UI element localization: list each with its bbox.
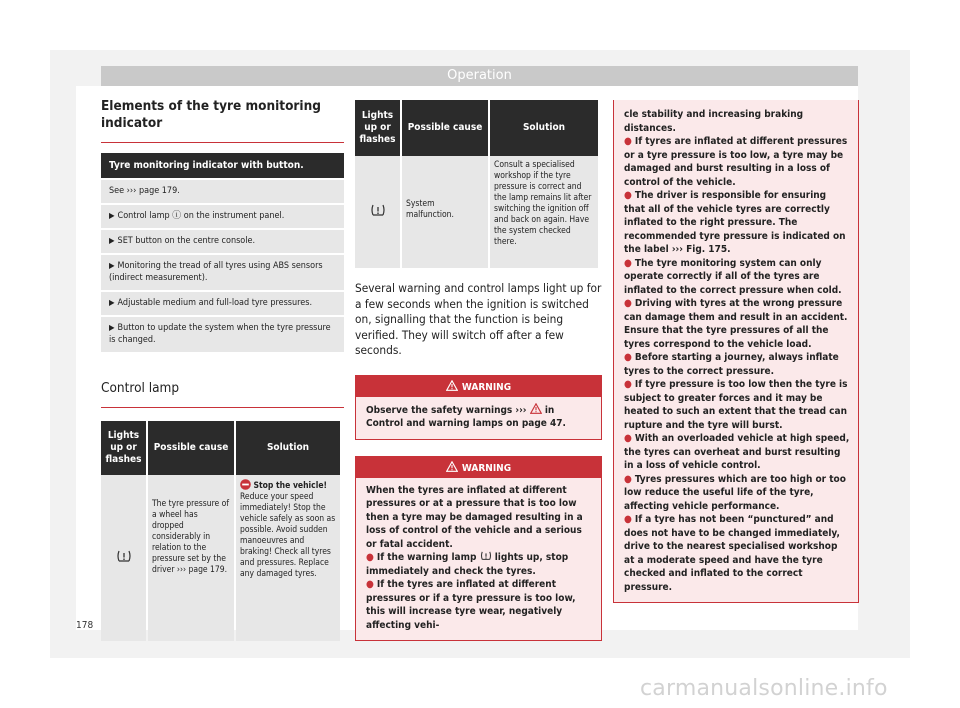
- page-number: 178: [76, 620, 94, 631]
- infobox-item: ▶ Monitoring the tread of all tyres using ABS sensors (indirect measurement).: [101, 253, 344, 290]
- warning-lead: cle stability and increasing braking distances.: [624, 109, 804, 134]
- warning-header: WARNING: [356, 457, 601, 478]
- warning-triangle-icon: [446, 380, 458, 391]
- bullet-dot-icon: ●: [624, 514, 632, 525]
- column-right: [613, 100, 859, 603]
- control-lamp-title: Control lamp: [101, 380, 180, 396]
- solution-cell: [236, 475, 340, 641]
- col-header-solution: Solution: [490, 100, 598, 156]
- warning-body: [614, 100, 858, 602]
- warning-link[interactable]: in Control and warning lamps on page 47.: [366, 404, 566, 429]
- infobox: [101, 153, 344, 352]
- warning-body: [356, 397, 601, 439]
- cause-cell: System malfunction.: [402, 156, 488, 268]
- col-header-cause: Possible cause: [148, 421, 234, 475]
- warning-bullet: ● The tyre monitoring system can only operate correctly if all of the tyres are inflated to the correct pressure when cold.: [624, 257, 842, 296]
- chapter-header: Operation: [101, 66, 858, 86]
- table-row: [355, 156, 598, 268]
- solution-text: Reduce your speed immediately! Stop the vehicle safely as soon as possible. Avoid sudden manoeuvres and braking! Check all tyres and pressures. Replace any damaged tyres.: [240, 492, 336, 579]
- warning-triangle-icon: [446, 461, 458, 472]
- warning-bullet: ● If tyre pressure is too low then the tyre is subject to greater forces and it may be heated to such an extent that the tread can rupture and the tyre will burst.: [624, 379, 848, 431]
- triangle-bullet-icon: ▶: [109, 323, 115, 332]
- control-lamp-table: [99, 421, 342, 641]
- section-divider: [101, 142, 344, 143]
- infobox-item: ▶ Control lamp ⓘ on the instrument panel.: [101, 203, 344, 228]
- bullet-dot-icon: ●: [624, 190, 632, 201]
- col-header-lights: Lights up or flashes: [355, 100, 400, 156]
- triangle-bullet-icon: ▶: [109, 298, 115, 307]
- warning-triangle-icon: [530, 403, 542, 414]
- control-lamp-heading: [101, 380, 344, 408]
- column-left: [101, 98, 344, 641]
- warning-bullet: ● If tyres are inflated at different pressures or a tyre pressure is too low, a tyre may be damaged and burst resulting in a loss of control of the vehicle.: [624, 136, 848, 188]
- warning-bullet: ● With an overloaded vehicle at high speed, the tyres can overheat and burst resulting in a loss of vehicle control.: [624, 433, 850, 471]
- warning-intro: When the tyres are inflated at different pressures or at a pressure that is too low then a tyre may be damaged resulting in a loss of control of the vehicle and a serious or fatal accident.: [366, 484, 583, 550]
- column-middle: [355, 100, 602, 641]
- warning-bullet: ● Driving with tyres at the wrong pressure can damage them and result in an accident. Ensure that the tyre pressures of all the tyres correspond to the vehicle load.: [624, 298, 848, 350]
- bullet-dot-icon: ●: [366, 552, 374, 563]
- control-lamp-table-continued: [353, 100, 600, 268]
- lamp-cell: [101, 475, 146, 641]
- triangle-bullet-icon: ▶: [109, 261, 115, 270]
- warning-body: [356, 478, 601, 641]
- bullet-dot-icon: ●: [624, 352, 632, 363]
- infobox-item: ▶ Button to update the system when the tyre pressure is changed.: [101, 315, 344, 352]
- warning-bullet: ● Tyres pressures which are too high or too low reduce the useful life of the tyre, affecting vehicle performance.: [624, 473, 846, 512]
- col-header-lights: Lights up or flashes: [101, 421, 146, 475]
- bullet-dot-icon: ●: [624, 136, 632, 147]
- bullet-dot-icon: ●: [624, 473, 632, 485]
- warning-box-continued: [613, 100, 859, 603]
- warning-bullet: ● If a tyre has not been “punctured” and does not have to be changed immediately, drive to the nearest specialised workshop at a moderate speed and have the tyre checked and inflated to the correct pressure.: [624, 514, 840, 593]
- infobox-item: ▶ SET button on the centre console.: [101, 228, 344, 253]
- infobox-title: Tyre monitoring indicator with button.: [101, 153, 344, 178]
- section-title: Elements of the tyre monitoring indicator: [101, 98, 321, 131]
- infobox-see-row: [101, 178, 344, 203]
- warning-box: [355, 456, 602, 642]
- stop-icon: [240, 479, 251, 490]
- bullet-dot-icon: ●: [624, 257, 632, 269]
- lamp-cell: [355, 156, 400, 268]
- see-reference-link[interactable]: See ››› page 179.: [109, 186, 180, 196]
- cause-cell: The tyre pressure of a wheel has dropped considerably in relation to the pressure set by the driver ››› page 179.: [148, 475, 234, 641]
- bullet-dot-icon: ●: [366, 579, 374, 590]
- warning-bullet: ● If the tyres are inflated at different pressures or if a tyre pressure is too low, this will increase tyre wear, negatively affecting vehi-: [366, 579, 576, 631]
- watermark: carmanualsonline.info: [640, 676, 888, 701]
- warning-text: Observe the safety warnings ›››: [366, 404, 527, 416]
- warning-bullet: ● If the warning lamp lights up, stop immediately and check the tyres.: [366, 552, 569, 577]
- warning-bullet: ● Before starting a journey, always inflate tyres to the correct pressure.: [624, 352, 839, 377]
- warning-box: [355, 375, 602, 440]
- infobox-item: ▶ Adjustable medium and full-load tyre pressures.: [101, 290, 344, 315]
- table-row: [101, 475, 340, 641]
- bullet-dot-icon: ●: [624, 298, 632, 309]
- bullet-dot-icon: ●: [624, 433, 632, 444]
- warning-bullet: ● The driver is responsible for ensuring that all of the vehicle tyres are correctly inflated to the right pressure. The recommended tyre pressure is indicated on the label ››› Fig. 175.: [624, 190, 846, 255]
- triangle-bullet-icon: ▶: [109, 236, 115, 245]
- tyre-pressure-warning-icon: [370, 204, 386, 217]
- tyre-pressure-warning-icon: [480, 551, 492, 561]
- solution-cell: Consult a specialised workshop if the tyre pressure is correct and the lamp remains lit after switching the ignition off and back on again. Have the system checked there.: [490, 156, 598, 268]
- tyre-pressure-warning-icon: [116, 550, 132, 563]
- col-header-solution: Solution: [236, 421, 340, 475]
- col-header-cause: Possible cause: [402, 100, 488, 156]
- triangle-bullet-icon: ▶: [109, 211, 115, 220]
- bullet-dot-icon: ●: [624, 379, 632, 390]
- body-paragraph: Several warning and control lamps light up for a few seconds when the ignition is switched on, signalling that the function is being verified. They will switch off after a few seconds.: [355, 281, 602, 357]
- solution-title: Stop the vehicle!: [253, 481, 328, 491]
- warning-header: WARNING: [356, 376, 601, 397]
